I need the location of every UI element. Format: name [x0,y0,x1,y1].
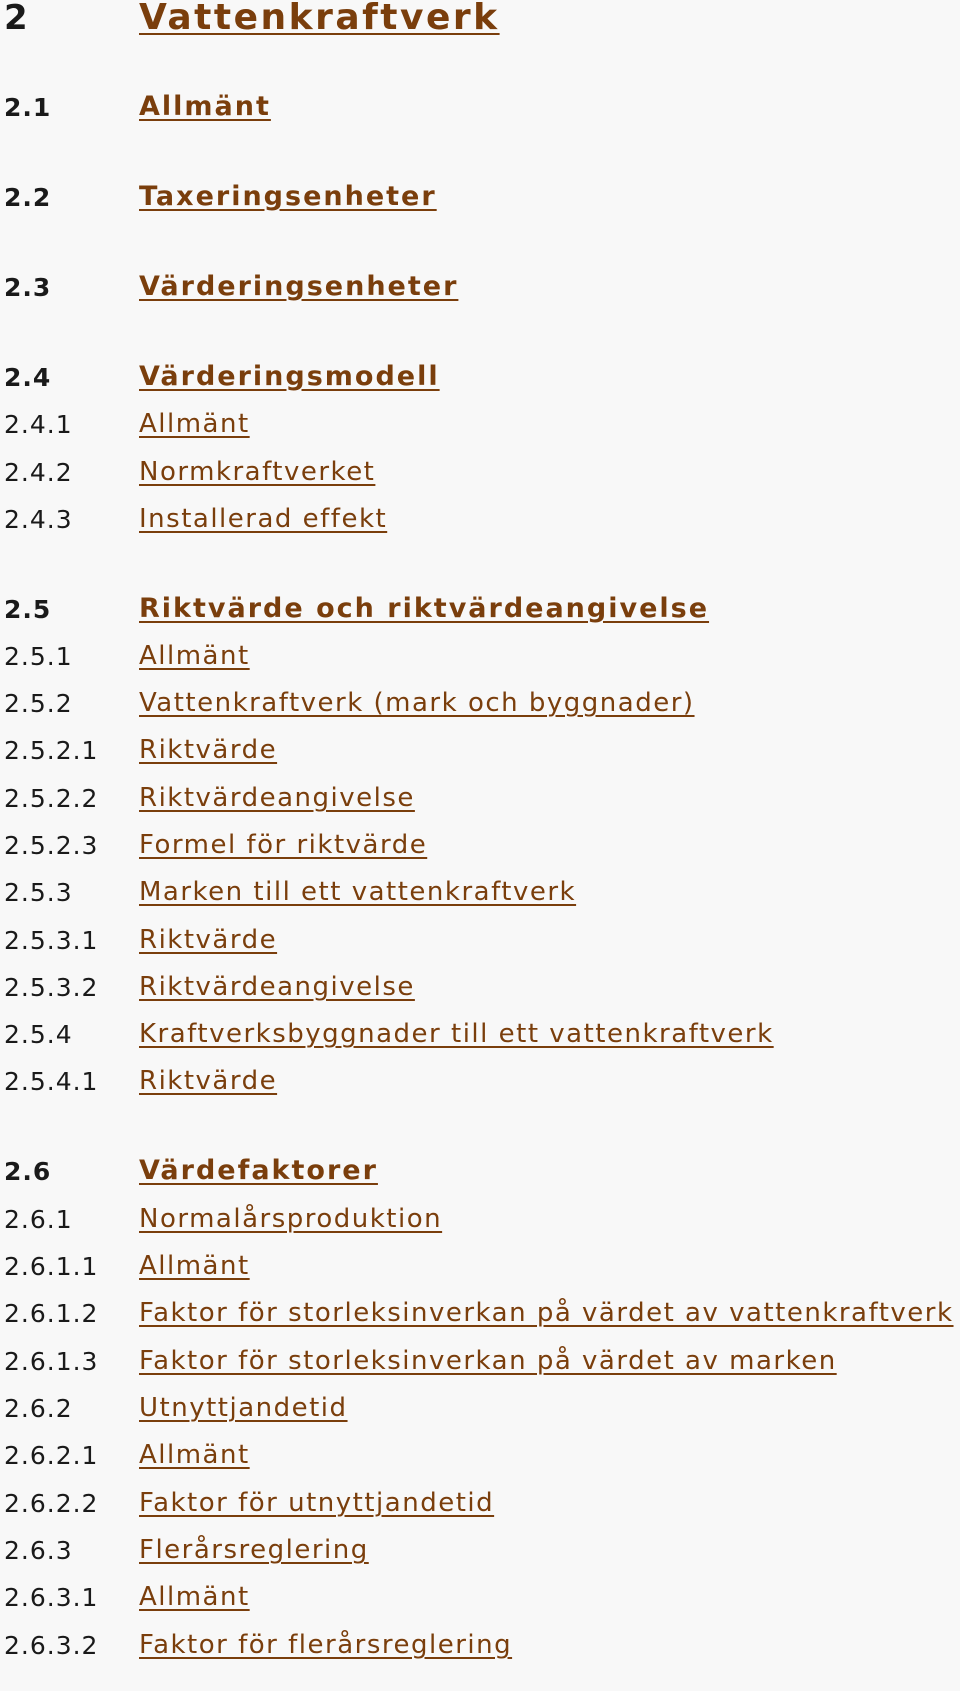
toc-entry [0,1626,960,1666]
toc-entry-number: 2.5.2 [4,689,73,718]
toc-entry-link[interactable]: Faktor för flerårsreglering [139,1630,513,1660]
toc-entry-number: 2 [4,0,29,38]
toc-entry-number: 2.2 [4,183,52,212]
toc-entry [0,1389,960,1429]
toc-entry-number: 2.5 [4,595,52,624]
toc-entry-number: 2.6.1.3 [4,1347,99,1376]
toc-entry-link[interactable]: Flerårsreglering [139,1535,369,1565]
toc-entry-number: 2.4 [4,363,52,392]
toc-entry-link[interactable]: Allmänt [139,1582,250,1612]
toc-entry [0,1484,960,1524]
toc-entry-link[interactable]: Allmänt [139,641,250,671]
toc-entry-number: 2.6.2.2 [4,1489,99,1518]
toc-entry [0,1062,960,1102]
toc-entry-link[interactable]: Faktor för storleksinverkan på värdet av vattenkraftverk [139,1298,954,1328]
toc-entry-number: 2.6.3.2 [4,1631,99,1660]
toc-entry-link[interactable]: Riktvärde [139,1066,278,1096]
toc-entry [0,731,960,771]
toc-entry-number: 2.5.2.1 [4,736,99,765]
toc-entry-link[interactable]: Normkraftverket [139,457,376,487]
toc-entry-link[interactable]: Taxeringsenheter [139,181,437,212]
toc-entry-number: 2.6.1 [4,1205,73,1234]
toc-entry-number: 2.3 [4,273,52,302]
toc-entry-link[interactable]: Allmänt [139,1440,250,1470]
toc-entry-link[interactable]: Värderingsenheter [139,271,459,302]
toc-entry-number: 2.4.2 [4,458,73,487]
toc-entry-link[interactable]: Riktvärde [139,735,278,765]
toc-entry-link[interactable]: Marken till ett vattenkraftverk [139,877,577,907]
toc-entry-link[interactable]: Allmänt [139,1251,250,1281]
toc-entry [0,453,960,493]
toc-entry [0,0,960,40]
toc-entry-link[interactable]: Riktvärde och riktvärdeangivelse [139,593,710,624]
toc-entry [0,873,960,913]
toc-entry-link[interactable]: Vattenkraftverk [139,0,500,38]
toc-entry [0,268,960,308]
toc-entry [0,1342,960,1382]
toc-entry [0,1436,960,1476]
toc-entry [0,1152,960,1192]
toc-entry-number: 2.5.2.2 [4,784,99,813]
toc-entry-link[interactable]: Riktvärdeangivelse [139,783,415,813]
toc-entry [0,1200,960,1240]
toc-entry [0,779,960,819]
toc-entry [0,500,960,540]
toc-entry [0,1247,960,1287]
toc-entry-number: 2.4.1 [4,410,73,439]
toc-entry-number: 2.6.1.2 [4,1299,99,1328]
toc-entry [0,88,960,128]
toc-entry-number: 2.1 [4,93,52,122]
toc-entry-number: 2.5.4.1 [4,1067,99,1096]
toc-entry-link[interactable]: Riktvärde [139,925,278,955]
toc-entry [0,590,960,630]
toc-entry-number: 2.6.3 [4,1536,73,1565]
toc-entry-number: 2.6.2 [4,1394,73,1423]
toc-entry-link[interactable]: Installerad effekt [139,504,388,534]
toc-entry-number: 2.5.3.2 [4,973,99,1002]
toc-entry-number: 2.6.1.1 [4,1252,99,1281]
toc-entry [0,684,960,724]
toc-entry [0,1015,960,1055]
toc-entry-link[interactable]: Allmänt [139,91,271,122]
toc-entry [0,921,960,961]
toc-entry [0,178,960,218]
toc-entry-number: 2.6 [4,1157,52,1186]
toc-entry-link[interactable]: Allmänt [139,409,250,439]
toc-entry-link[interactable]: Normalårsproduktion [139,1204,443,1234]
toc-entry-link[interactable]: Utnyttjandetid [139,1393,348,1423]
toc-entry-number: 2.5.2.3 [4,831,99,860]
toc-entry [0,1294,960,1334]
toc-entry-number: 2.5.3 [4,878,73,907]
toc-entry [0,968,960,1008]
toc-entry-link[interactable]: Värdefaktorer [139,1155,378,1186]
toc-entry [0,358,960,398]
toc-entry [0,1578,960,1618]
toc-entry-number: 2.4.3 [4,505,73,534]
toc-entry-number: 2.5.1 [4,642,73,671]
toc-entry-link[interactable]: Faktor för storleksinverkan på värdet av marken [139,1346,837,1376]
toc-entry-number: 2.5.4 [4,1020,73,1049]
toc-entry-number: 2.5.3.1 [4,926,99,955]
toc-entry [0,1531,960,1571]
toc-entry-link[interactable]: Faktor för utnyttjandetid [139,1488,495,1518]
toc-entry-number: 2.6.3.1 [4,1583,99,1612]
toc-entry-number: 2.6.2.1 [4,1441,99,1470]
toc-entry [0,405,960,445]
toc-entry-link[interactable]: Kraftverksbyggnader till ett vattenkraftverk [139,1019,774,1049]
toc-entry-link[interactable]: Vattenkraftverk (mark och byggnader) [139,688,695,718]
toc-entry [0,826,960,866]
toc-entry [0,637,960,677]
toc-entry-link[interactable]: Riktvärdeangivelse [139,972,415,1002]
toc-entry-link[interactable]: Värderingsmodell [139,361,440,392]
toc-entry-link[interactable]: Formel för riktvärde [139,830,428,860]
